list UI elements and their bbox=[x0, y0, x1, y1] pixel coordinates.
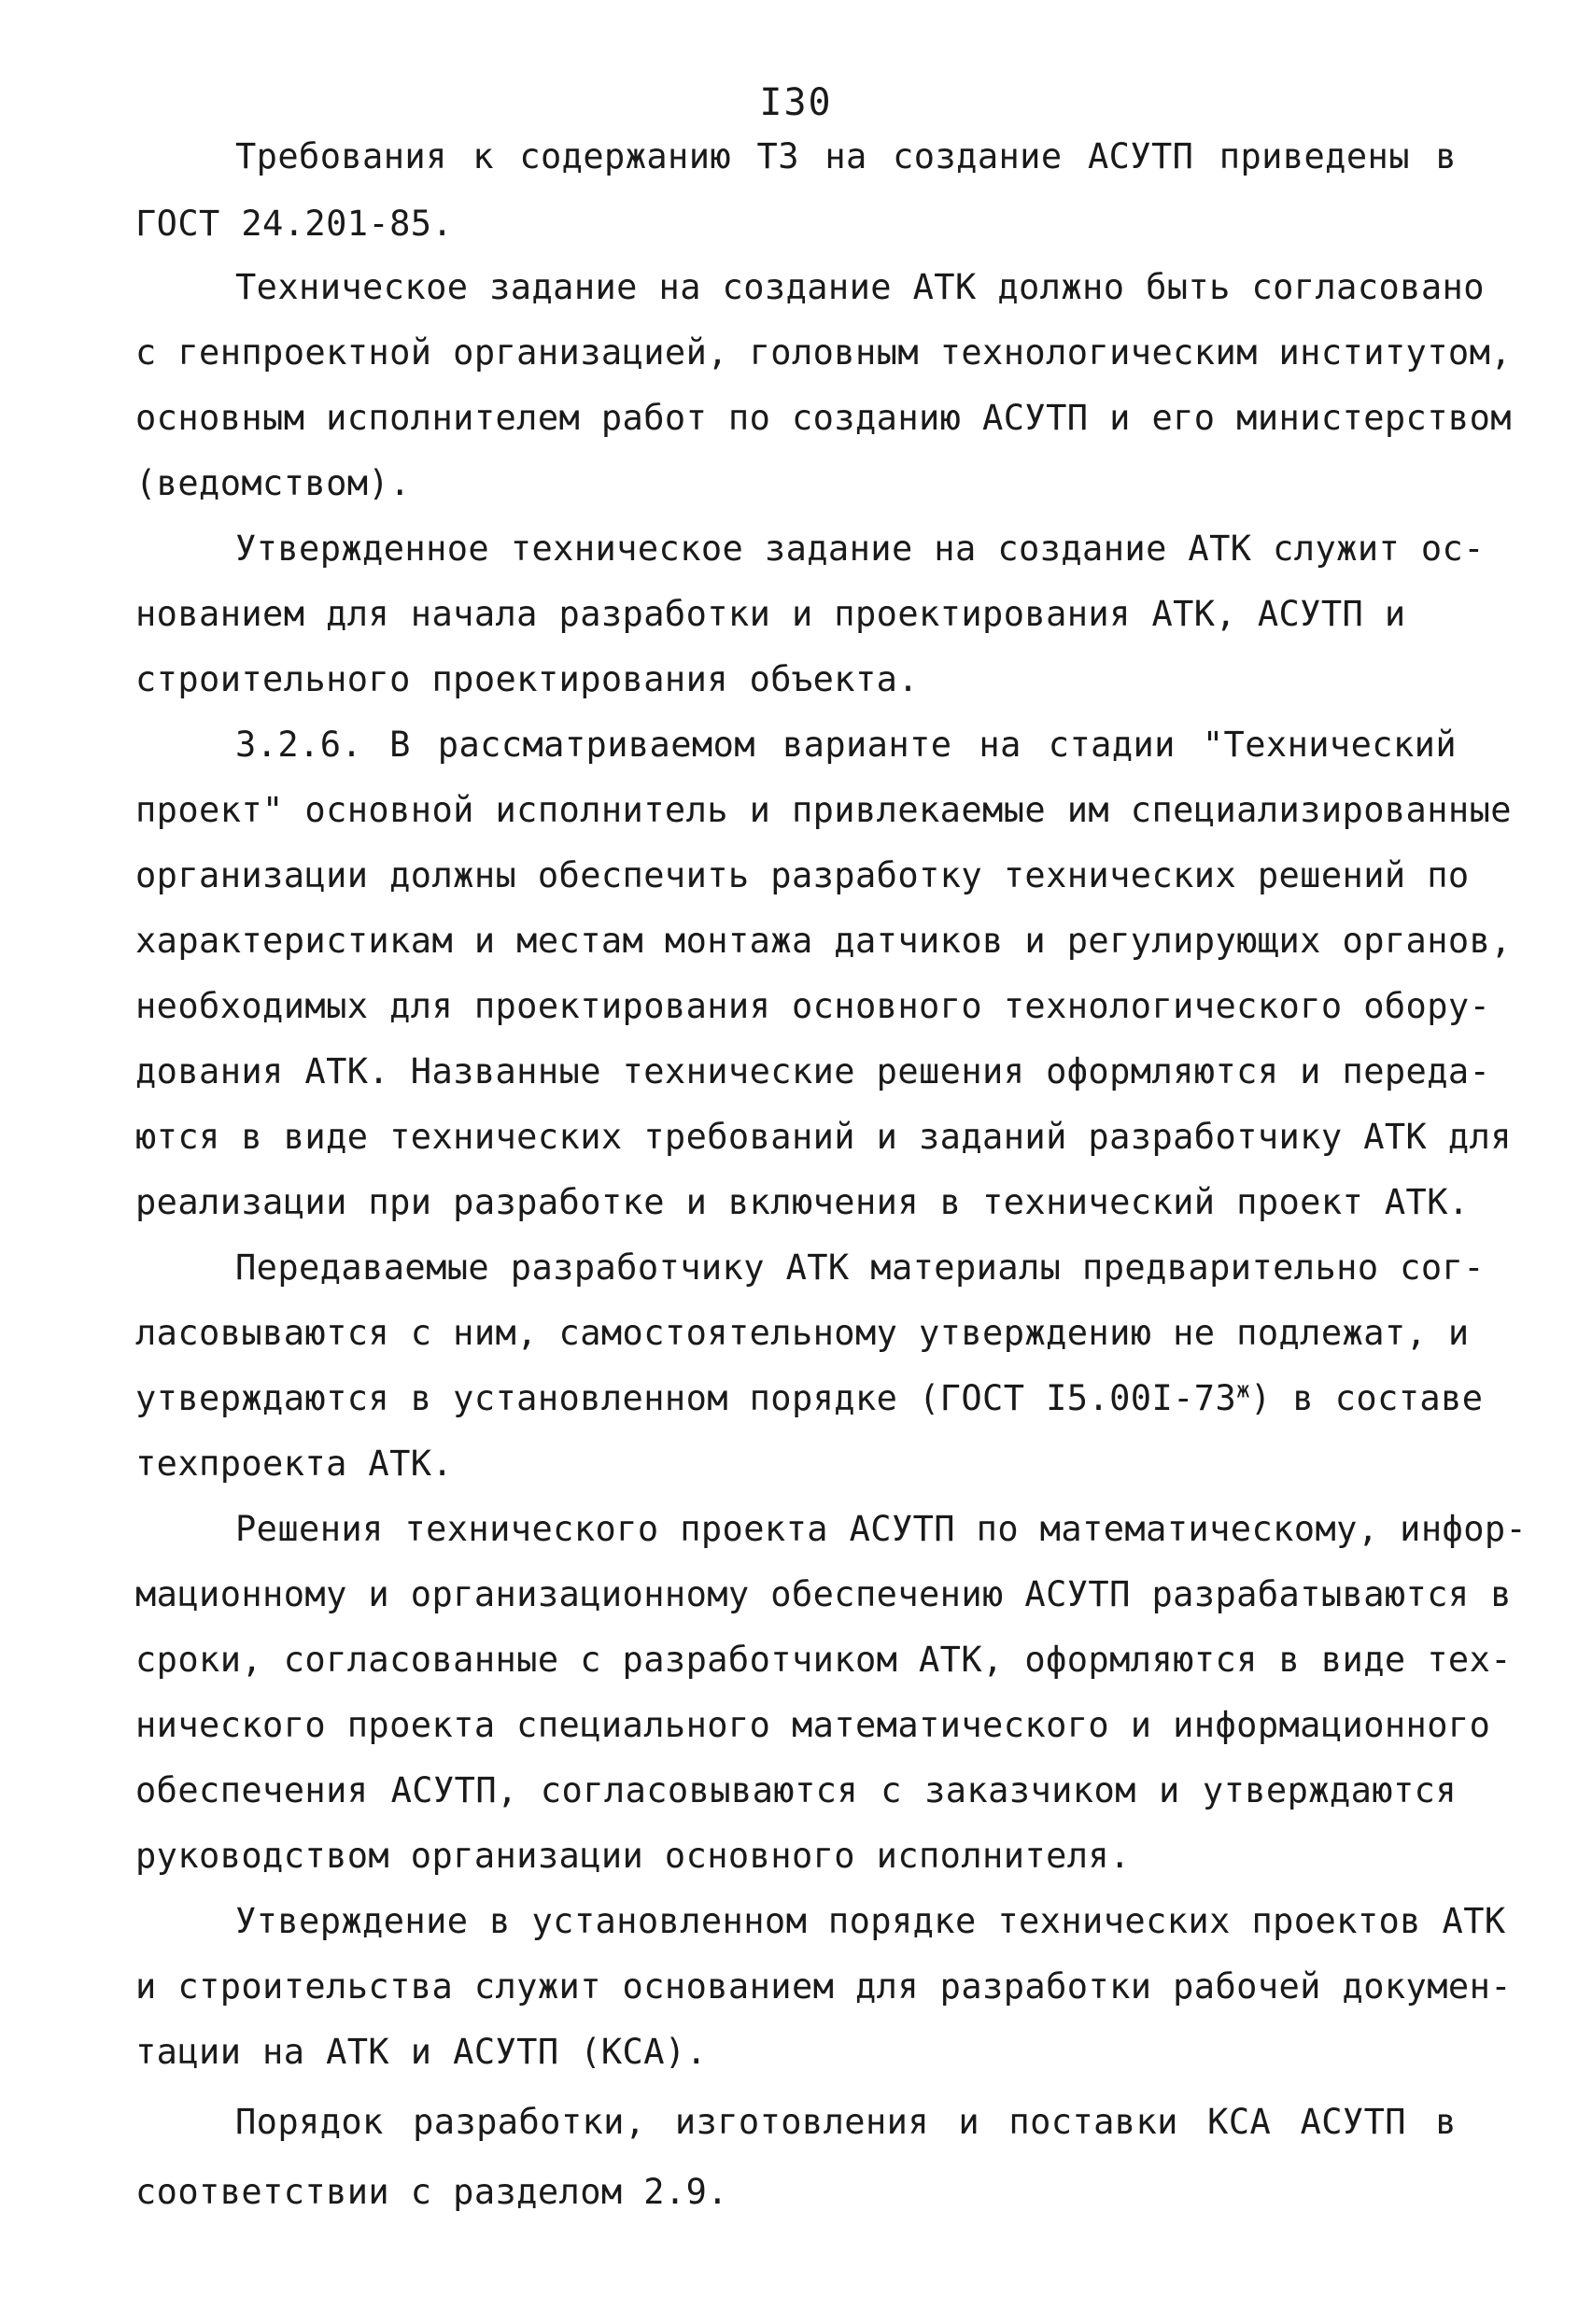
paragraph-7-line-3: тации на АТК и АСУТП (КСА). bbox=[135, 2032, 708, 2072]
paragraph-6-line-3: сроки, согласованные с разработчиком АТК, оформляются в виде тех- bbox=[135, 1640, 1512, 1680]
paragraph-2-line-4: (ведомством). bbox=[135, 463, 411, 503]
paragraph-3-line-2: нованием для начала разработки и проектирования АТК, АСУТП и bbox=[135, 594, 1406, 634]
paragraph-4-line-4: характеристикам и местам монтажа датчиков и регулирующих органов, bbox=[135, 921, 1512, 961]
paragraph-6-line-2: мационному и организационному обеспечению АСУТП разрабатываются в bbox=[135, 1574, 1512, 1614]
page-number: I30 bbox=[759, 81, 833, 124]
paragraph-4-line-3: организации должны обеспечить разработку технических решений по bbox=[135, 855, 1470, 895]
paragraph-4-line-8: реализации при разработке и включения в технический проект АТК. bbox=[135, 1182, 1470, 1222]
paragraph-1-line-2: ГОСТ 24.201-85. bbox=[135, 204, 454, 244]
paragraph-7-line-1: Утверждение в установленном порядке технических проектов АТК bbox=[235, 1901, 1506, 1941]
paragraph-5-line-4: техпроекта АТК. bbox=[135, 1444, 454, 1484]
paragraph-6-line-1: Решения технического проекта АСУТП по математическому, инфор- bbox=[235, 1509, 1528, 1549]
paragraph-2-line-1: Техническое задание на создание АТК должно быть согласовано bbox=[235, 267, 1485, 307]
paragraph-5-line-1: Передаваемые разработчику АТК материалы предварительно сог- bbox=[235, 1247, 1485, 1288]
paragraph-4-line-6: дования АТК. Названные технические решения оформляются и переда- bbox=[135, 1051, 1491, 1092]
paragraph-4-line-1: 3.2.6. В рассматриваемом варианте на стадии "Технический bbox=[235, 725, 1457, 765]
paragraph-4-line-5: необходимых для проектирования основного технологического обору- bbox=[135, 986, 1491, 1026]
paragraph-3-line-1: Утвержденное техническое задание на создание АТК служит ос- bbox=[235, 528, 1485, 569]
paragraph-8-line-1: Порядок разработки, изготовления и поставки КСА АСУТП в bbox=[235, 2102, 1457, 2142]
paragraph-6-line-6: руководством организации основного исполнителя. bbox=[135, 1836, 1131, 1876]
paragraph-2-line-2: с генпроектной организацией, головным технологическим институтом, bbox=[135, 332, 1512, 373]
paragraph-2-line-3: основным исполнителем работ по созданию АСУТП и его министерством bbox=[135, 398, 1512, 438]
paragraph-5-line-3-tail: ) в составе bbox=[1250, 1378, 1484, 1418]
paragraph-1-line-1: Требования к содержанию ТЗ на создание АСУТП приведены в bbox=[235, 136, 1457, 176]
paragraph-8-line-2: соответствии с разделом 2.9. bbox=[135, 2172, 728, 2212]
paragraph-5-line-2: ласовываются с ним, самостоятельному утверждению не подлежат, и bbox=[135, 1313, 1470, 1353]
paragraph-4-line-2: проект" основной исполнитель и привлекаемые им специализированные bbox=[135, 790, 1512, 830]
paragraph-4-line-7: ются в виде технических требований и заданий разработчику АТК для bbox=[135, 1117, 1512, 1157]
paragraph-5-line-3-text: утверждаются в установленном порядке (ГОСТ I5.00I-73 bbox=[135, 1378, 1237, 1418]
paragraph-6-line-5: обеспечения АСУТП, согласовываются с заказчиком и утверждаются bbox=[135, 1770, 1457, 1810]
footnote-mark: ж bbox=[1236, 1376, 1251, 1403]
paragraph-7-line-2: и строительства служит основанием для разработки рабочей докумен- bbox=[135, 1966, 1512, 2007]
paragraph-5-line-3 bbox=[135, 1373, 1484, 1425]
paragraph-6-line-4: нического проекта специального математического и информационного bbox=[135, 1705, 1491, 1745]
paragraph-3-line-3: строительного проектирования объекта. bbox=[135, 659, 920, 699]
